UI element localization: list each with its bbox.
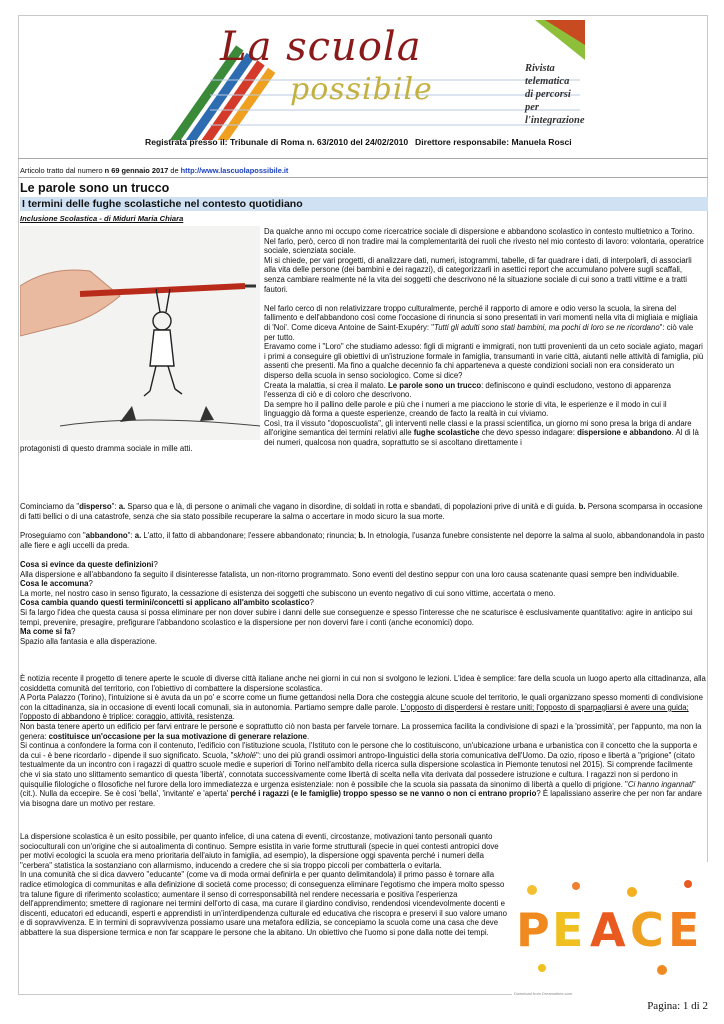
quote-italic: Tutti gli adulti sono stati bambini, ma pochi di loro se ne ricordano [434, 322, 660, 332]
peace-image [512, 862, 708, 1002]
registration-line [145, 137, 585, 147]
paragraph: La dispersione scolastica è un esito possibile, per quanto infelice, di una catena di eventi, circostanze, motivazioni tanto personali quanto socioculturali con un'origine che si autoalimenta di continuo. Sempre esistita in varie forme strutturali (specie in quei contesti antropici dove per motivi ecologici la scuola era meno prioritaria dell'aiuto in famiglia, ad esempio), la dispersione oggi spaventa perché i numeri della "cerbera" statistica la sostanziano con allarmismo, inducendo a credere che si sia troppo piccoli per combatterla o evitarla. [20, 832, 499, 870]
text-run: : definiscono e quindi escludono, vestono di apparenza l'essenza di ciò e di coloro che descrivono. [264, 380, 671, 400]
source-connector: de [170, 166, 179, 175]
divider [18, 158, 708, 159]
text-run: . Al di là dei numeri, qualcosa non quadra, soprattutto se si ascoltano direttamente i [264, 428, 699, 448]
paragraph: Nel farlo, però, cerco di non tradire mai la complementarità dei ruoli che rivesto nel mio contesto di lavoro: volontaria, operatrice sociale, scienziata sociale. [264, 236, 704, 256]
answer: Alla dispersione e all'abbandono fa seguito il disinteresse fatalista, un non-ritorno programmato. Sono eventi del destino seppur con una loro causa scatenante quasi sempre ben individuabile. [20, 569, 680, 579]
article-subtitle: I termini delle fughe scolastiche nel contesto quotidiano [20, 197, 708, 211]
bold-run: costituisce un'occasione per la sua motivazione di generare relazione [48, 731, 307, 741]
svg-text:E: E [668, 903, 700, 957]
illustration-drawing [20, 226, 260, 440]
bold-run: perché i ragazzi (e le famiglie) troppo spesso se ne vanno o non ci entrano proprio [230, 789, 537, 799]
tagline-line: per l'integrazione [525, 102, 585, 126]
image-credit: Download from Dreamstime.com [514, 991, 573, 996]
divider [18, 177, 708, 178]
final-section [20, 832, 510, 938]
paragraph: Si continua a confondere la forma con il contenuto, l'edificio con l'istituzione scuola, l'Istituto con le persone che lo costituiscono, un'ubicazione urbana e urbanistica con il concetto che la supporta e da cui - è bene ricordarlo - dipende il suo significato. Scuola, "skholé": uno dei più grandi ossimori antropo-linguistici della storia comunicativa dell'Uomo. Da ozio, riposo e libertà a "prigione" (citato testualmente da un incontro con i ragazzi di quattro scuole medie e superiori di Torino nell'ambito della ricerca sulla dispersione scolastica in Piemonte tenutosi nel 2015). Si comprende facilmente che vi sia stato uno slittamento semantico di questa 'libertà', connotata successivamente come libertà di scelta nella vita derivata dal possedere istruzione e cultura. I ragazzi non si perdono in quisquilie filologiche o filosofiche nel furore della loro immediatezza e urgenza esistenziale: non è possibile che la scuola sia passata da sinonimo di libertà a quello di prigione. "Ci hanno ingannati" (cit.). Nulla da eccepire. Se è così 'bella', 'invitante' e 'aperta' perché i ragazzi (e le famiglie) troppo spesso se ne vanno o non ci entrano proprio? È lapalissiano asserire che per non far andare via bisogna dare un motivo per restare. [20, 741, 702, 808]
answer: Si fa largo l'idea che questa causa si possa eliminare per non dover subire i danni delle sue conseguenze e spesso l'interesse che ne scaturisce è esclusivamente quantitativo: agire in anticipo sui tempi, prevenire, presagire, prefigurare l'abbandono scolastico e la dispersione per non dovervi fare i conti (anche economici) dopo. [20, 607, 693, 627]
registration-text: Registrata presso il: Tribunale di Roma n. 63/2010 del 24/02/2010 [145, 137, 409, 147]
bold-run: fughe scolastiche [413, 428, 480, 438]
peace-letters [512, 862, 708, 982]
bold-run: dispersione e abbandono [577, 428, 672, 438]
text-run: che devo spesso indagare: [479, 428, 575, 438]
underlined-run: L'opposto di disperdersi è restare uniti; l'opposto di sparpagliarsi è avere una guida; l'opposto di abbandono è triplice: coraggio, attività, resistenza [20, 702, 689, 722]
paragraph: Non basta tenere aperto un edificio per farvi entrare le persone e soprattutto ciò non basta per farvele tornare. La prossemica facilita la condivisione di spazi e la 'prossimità', per l'appunto, ma non la genera: costituisce un'occasione per la sua motivazione di generare relazione. [20, 721, 702, 741]
paragraph: A Porta Palazzo (Torino), l'intuizione si è avuta da un po' e scorre come un fiume gettandosi nella Dora che costeggia alcune scuole del territorio, le quali organizzano spesso momenti di condivisione con la cittadinanza, sia in occasione di eventi locali comunali, sia in autonomia. Partiamo sempre dalle parole. L'opposto di disperdersi è restare uniti; l'opposto di sparpagliarsi è avere una guida; l'opposto di abbandono è triplice: coraggio, attività, resistenza. [20, 693, 703, 722]
paragraph: Da qualche anno mi occupo come ricercatrice sociale di dispersione e abbandono scolastico in contesto multietnico a Torino. [264, 227, 695, 236]
source-link[interactable]: http://www.lascuolapossibile.it [180, 166, 289, 175]
text-run: Creata la malattia, si crea il malato. [264, 380, 386, 390]
source-issue: n 69 gennaio 2017 [104, 166, 169, 175]
director-text: Direttore responsabile: Manuela Rosci [415, 137, 572, 147]
tagline [525, 62, 585, 127]
answer: La morte, nel nostro caso in senso figurato, la cessazione di esistenza dei soggetti che subiscono un evento negativo di cui sono vittime, accertata o meno. [20, 588, 556, 598]
svg-text:E: E [552, 903, 584, 957]
paragraph [264, 304, 704, 342]
pagination: Pagina: 1 di 2 [647, 1000, 708, 1012]
svg-text:C: C [630, 903, 664, 957]
tagline-line: di percorsi [525, 89, 571, 100]
paragraph-disperso: Cominciamo da "disperso": a. Sparso qua e là, di persone o animali che vagano in disordine, di soldati in rotta e sbandati, di popolazioni prive di unità e di guida. b. Persona scomparsa in occasione di fatti bellici o di una catastrofe, senza che sia stato possibile recuperare la salma o accertare in modo sicuro la sua morte. [20, 502, 703, 521]
bold-run: Le parole sono un trucco [387, 380, 482, 390]
logo-text-line2: possibile [290, 72, 433, 107]
question: Cosa cambia quando questi termini/concetti si applicano all'ambito scolastico? [20, 598, 314, 608]
text-run: Così, tra il vissuto "doposcuolista", gli interventi nelle classi e la prassi scientifica, un giorno mi sono presa la briga di andare all'origine semantica dei termini relativi alle [264, 418, 692, 438]
paragraph: In una comunità che si dica davvero "educante" (come va di moda ormai definirla e per quanto delimitandola) il primo passo è tornare alla radice etimologica di communitas e alla definizione di società come processo; di conseguenza eliminare l'egotismo che impera molto spesso tra talune figure di riferimento scolastico; aumentare il senso di corresponsabilità nel rendere necessaria e positiva l'esperienza dell'apprendimento; smettere di ragionare nei termini dell'orto di casa, ma curare il giardino condiviso, rendendosi vicendevolmente docenti e discenti, educatori ed educandi, esperti e apprendisti in un'interdipendenza culturale ed educativa che riscopra e preservi il suo valore umano e di sopravvivenza. E in termini di sopravvivenza possiamo usare una metafora edilizia, se concepiamo la scuola come una casa che deve abbattere la sua dispersione termica e non far scappare le persone che la abitano. Un obiettivo che l'uomo si pone dalla notte dei tempi. [20, 870, 507, 937]
source-prefix: Articolo tratto dal numero [20, 166, 103, 175]
text-run: Nel farlo cerco di non relativizzare troppo culturalmente, perché il rapporto di amore e odio verso la scuola, la sirena del fallimento e dell'abbandono così come l'occasione di rinuncia si sono presentati in vari momenti nella vita di migliaia e migliaia di 'Noi'. Come diceva Antoine de Saint-Exupéry: " [264, 303, 698, 332]
answer: Spazio alla fantasia e alla disperazione. [20, 636, 157, 646]
article-author: Inclusione Scolastica - di Miduri Maria Chiara [20, 214, 184, 223]
svg-text:A: A [590, 903, 626, 957]
paragraph [264, 381, 704, 400]
header-banner [140, 20, 585, 140]
schools-section [20, 674, 706, 808]
logo-text-line1: La scuola [220, 24, 422, 70]
text-run: ": ciò vale per tutto. [264, 322, 694, 342]
paragraph: Da sempre ho il pallino delle parole e più che i numeri a me piacciono le storie di vita, le esperienze e il modo in cui il linguaggio dà forma a queste esperienze, creando de facto la realtà in cui viviamo. [264, 399, 667, 419]
paragraph-abbandono: Proseguiamo con "abbandono": a. L'atto, il fatto di abbandonare; l'essere abbandonato; rinuncia; b. In etnologia, l'usanza funebre consistente nel deporre la salma al suolo, abbandonandola in pasto alle fiere e agli uccelli da preda. [20, 531, 705, 550]
paragraph: protagonisti di questo dramma sociale in mille atti. [20, 444, 193, 453]
question: Cosa si evince da queste definizioni? [20, 560, 158, 569]
question: Cosa le accomuna? [20, 579, 93, 589]
tagline-line: Rivista [525, 63, 555, 74]
svg-text:P: P [516, 903, 550, 957]
intro-column [264, 227, 704, 448]
source-line [20, 166, 288, 175]
qa-block [20, 560, 706, 646]
tagline-line: telematica [525, 76, 570, 87]
paragraph: Mi si chiede, per vari progetti, di analizzare dati, numeri, istogrammi, tabelle, di far quadrare i dati, di interpolarli, di associarli alla vita delle persone (dei bambini e dei ragazzi), di categorizzarli in asettici report che accumulano polvere sugli scaffali, senza cambiare realmente né la vita dei soggetti che descrivono né la situazione sociale di cui sono a tratti vittime e a tratti fautori. [264, 255, 692, 294]
question: Ma come si fa? [20, 627, 76, 637]
paragraph: È notizia recente il progetto di tenere aperte le scuole di diverse città italiane anche nei giorni in cui non si svolgono le lezioni. L'idea è semplice: fare della scuola un luogo aperto alla cittadinanza, alla cosiddetta comunità del territorio, con l'obiettivo di combattere la dispersione scolastica. [20, 674, 706, 693]
article-title: Le parole sono un trucco [20, 181, 170, 195]
hanging-man-illustration [20, 226, 260, 440]
paragraph: Eravamo come i "Loro" che studiamo adesso: figli di migranti e immigrati, non tutti provenienti da un ceto sociale agiato, magari i primi a conseguire gli obiettivi di un'istruzione formale in famiglia, transumanti in varie città, aiutanti nelle attività di famiglia, più assenti che presenti. Ma fino a qualche decennio fa chi apparteneva a queste condizioni sociali non era considerato un disperso della scuola in senso sociologico. Come si dice? [264, 342, 704, 380]
